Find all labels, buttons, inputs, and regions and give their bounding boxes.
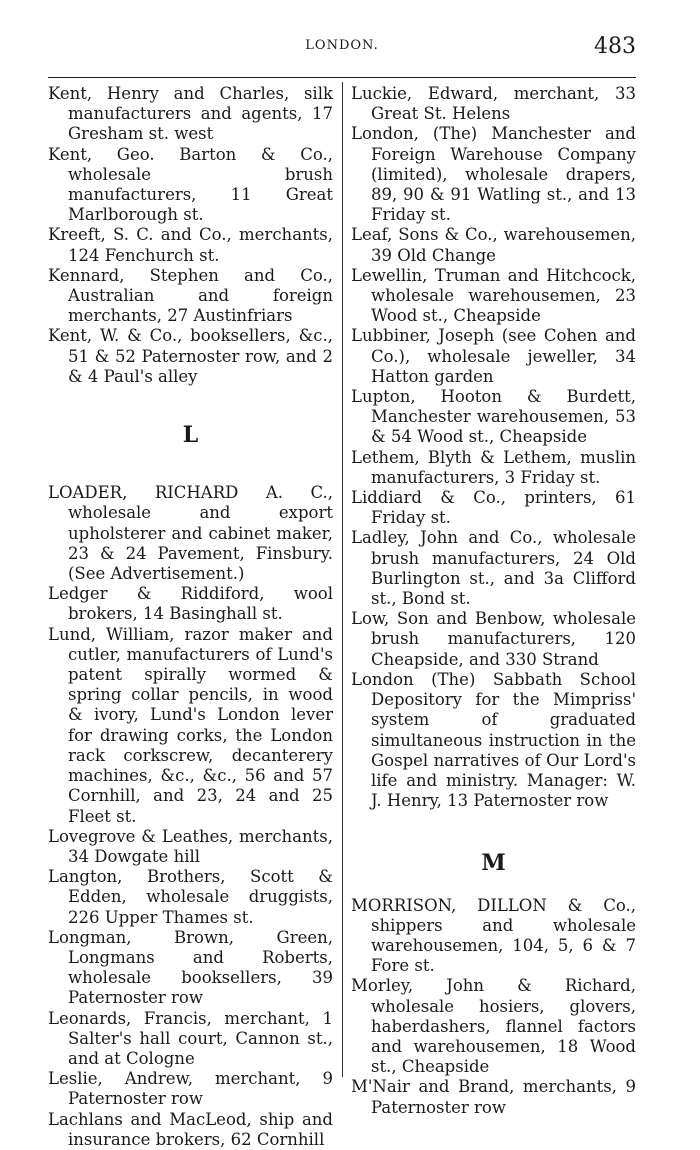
directory-entry: London (The) Sabbath School Depository for the Mimpriss' system of graduated simultaneous instruction in the Gospel narratives of Our Lord's life and ministry. Manager: W. J. Henry, 13 Paternoster row xyxy=(351,669,636,811)
directory-entry: Kent, Geo. Barton & Co., wholesale brush manufacturers, 11 Great Marlborough st. xyxy=(48,144,333,225)
directory-entry: Kent, Henry and Charles, silk manufacturers and agents, 17 Gresham st. west xyxy=(48,84,333,144)
directory-entry: Ledger & Riddiford, wool brokers, 14 Basinghall st. xyxy=(48,584,333,624)
directory-entry: Leaf, Sons & Co., warehousemen, 39 Old Change xyxy=(351,225,636,265)
directory-entry: M'Nair and Brand, merchants, 9 Paternoster row xyxy=(351,1077,636,1117)
page-header xyxy=(48,34,636,64)
directory-entry: MORRISON, DILLON & Co., shippers and wholesale warehousemen, 104, 5, 6 & 7 Fore st. xyxy=(351,895,636,976)
directory-entry: Lethem, Blyth & Lethem, muslin manufacturers, 3 Friday st. xyxy=(351,447,636,487)
directory-entry: Kennard, Stephen and Co., Australian and foreign merchants, 27 Austinfriars xyxy=(48,265,333,326)
directory-entry: Kreeft, S. C. and Co., merchants, 124 Fenchurch st. xyxy=(48,225,333,265)
directory-entry: Lovegrove & Leathes, merchants, 34 Dowgate hill xyxy=(48,826,333,866)
directory-entry: London, (The) Manchester and Foreign Warehouse Company (limited), wholesale drapers, 89, 90 & 91 Watling st., and 13 Friday st. xyxy=(351,124,636,225)
directory-entry: Leonards, Francis, merchant, 1 Salter's hall court, Cannon st., and at Cologne xyxy=(48,1008,333,1068)
left-column xyxy=(48,84,333,1150)
directory-entry: Luckie, Edward, merchant, 33 Great St. Helens xyxy=(351,84,636,124)
header-rule xyxy=(48,77,636,78)
directory-entry: Low, Son and Benbow, wholesale brush manufacturers, 120 Cheapside, and 330 Strand xyxy=(351,609,636,669)
running-title: LONDON. xyxy=(305,38,379,53)
directory-entry: Liddiard & Co., printers, 61 Friday st. xyxy=(351,488,636,528)
column-divider xyxy=(342,82,343,1077)
directory-entry: Lubbiner, Joseph (see Cohen and Co.), wholesale jeweller, 34 Hatton garden xyxy=(351,326,636,386)
directory-entry: Morley, John & Richard, wholesale hosiers, glovers, haberdashers, flannel factors and warehousemen, 18 Wood st., Cheapside xyxy=(351,976,636,1077)
directory-entry: Lund, William, razor maker and cutler, manufacturers of Lund's patent spirally wormed & spring collar pencils, in wood & ivory, Lund's London lever for drawing corks, the London rack corkscrew, decanterery machines, &c., &c., 56 and 57 Cornhill, and 23, 24 and 25 Fleet st. xyxy=(48,624,333,826)
directory-entry: Lachlans and MacLeod, ship and insurance brokers, 62 Cornhill xyxy=(48,1109,333,1149)
directory-entry: Ladley, John and Co., wholesale brush manufacturers, 24 Old Burlington st., and 3a Clifford st., Bond st. xyxy=(351,528,636,609)
directory-entry: Langton, Brothers, Scott & Edden, wholesale druggists, 226 Upper Thames st. xyxy=(48,867,333,927)
directory-entry: Lewellin, Truman and Hitchcock, wholesale warehousemen, 23 Wood st., Cheapside xyxy=(351,265,636,326)
section-letter-m: M xyxy=(481,850,506,877)
section-letter-l: L xyxy=(182,422,199,449)
right-column xyxy=(351,84,636,1118)
directory-entry: LOADER, RICHARD A. C., wholesale and export upholsterer and cabinet maker, 23 & 24 Pavement, Finsbury. (See Advertisement.) xyxy=(48,483,333,584)
directory-entry: Leslie, Andrew, merchant, 9 Paternoster row xyxy=(48,1069,333,1109)
directory-entry: Kent, W. & Co., booksellers, &c., 51 & 52 Paternoster row, and 2 & 4 Paul's alley xyxy=(48,326,333,386)
page-number: 483 xyxy=(594,34,636,59)
directory-entry: Longman, Brown, Green, Longmans and Roberts, wholesale booksellers, 39 Paternoster row xyxy=(48,927,333,1008)
directory-entry: Lupton, Hooton & Burdett, Manchester warehousemen, 53 & 54 Wood st., Cheapside xyxy=(351,387,636,447)
